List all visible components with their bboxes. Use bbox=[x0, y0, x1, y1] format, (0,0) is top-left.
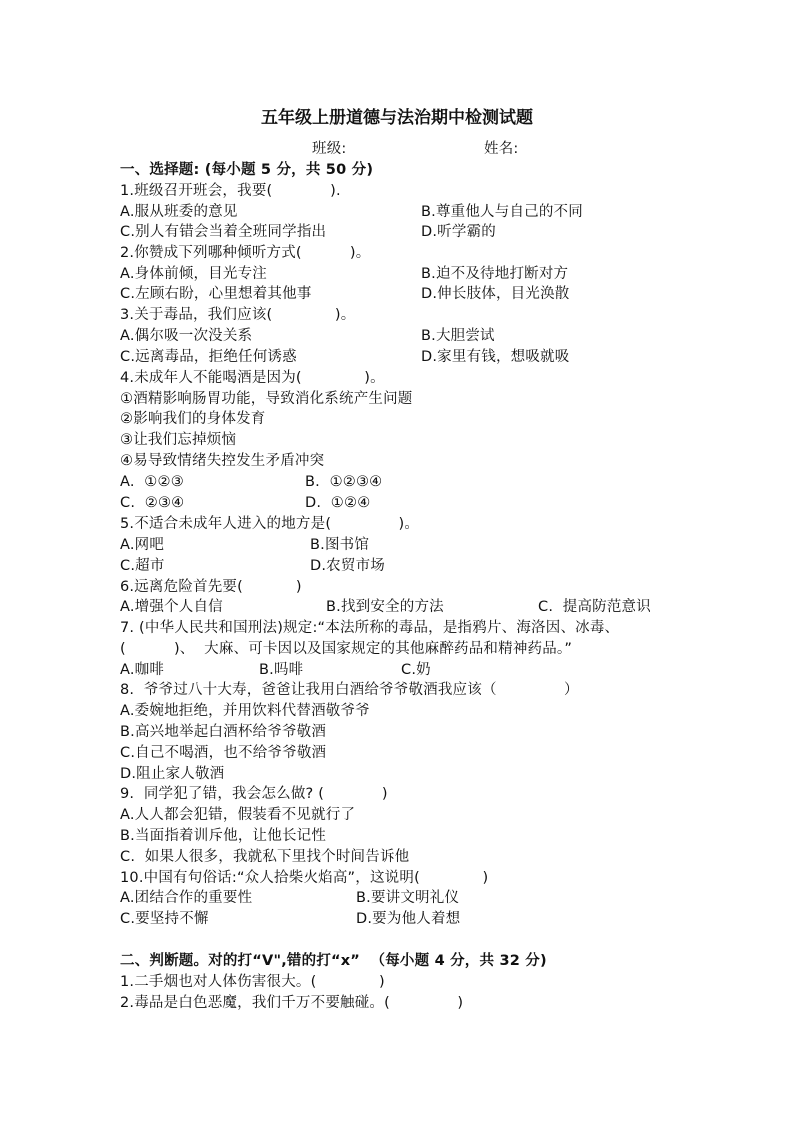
q10-option-c: C.要坚持不懈 bbox=[120, 911, 209, 927]
q3-stem: 3.关于毒品，我们应该( )。 bbox=[120, 307, 356, 323]
q1-option-d: D.听学霸的 bbox=[421, 224, 496, 240]
page-title: 五年级上册道德与法治期中检测试题 bbox=[261, 108, 533, 128]
q4-statement-3: ③让我们忘掉烦恼 bbox=[120, 432, 237, 448]
judge-q1: 1.二手烟也对人体伤害很大。( ) bbox=[120, 974, 385, 990]
q7-stem-line1: 7. (中华人民共和国刑法)规定:“本法所称的毒品，是指鸦片、海洛因、冰毒、 bbox=[120, 620, 620, 636]
q5-option-c: C.超市 bbox=[120, 558, 165, 574]
q8-option-d: D.阻止家人敬酒 bbox=[120, 766, 225, 782]
q5-stem: 5.不适合未成年人进入的地方是( )。 bbox=[120, 516, 420, 532]
q2-option-c: C.左顾右盼，心里想着其他事 bbox=[120, 286, 312, 302]
q10-option-d: D.要为他人着想 bbox=[356, 911, 461, 927]
q4-option-a: A. ①②③ bbox=[120, 474, 184, 490]
q8-option-a: A.委婉地拒绝，并用饮料代替酒敬爷爷 bbox=[120, 703, 370, 719]
q10-option-a: A.团结合作的重要性 bbox=[120, 890, 253, 906]
q3-option-d: D.家里有钱，想吸就吸 bbox=[421, 349, 570, 365]
class-label: 班级: bbox=[312, 141, 347, 157]
q1-option-b: B.尊重他人与自己的不同 bbox=[421, 204, 583, 220]
q3-option-b: B.大胆尝试 bbox=[421, 328, 495, 344]
q4-stem: 4.未成年人不能喝酒是因为( )。 bbox=[120, 370, 385, 386]
name-label: 姓名: bbox=[484, 141, 519, 157]
q1-option-c: C.别人有错会当着全班同学指出 bbox=[120, 224, 327, 240]
q4-statement-4: ④易导致情绪失控发生矛盾冲突 bbox=[120, 453, 325, 469]
q4-statement-1: ①酒精影响肠胃功能，导致消化系统产生问题 bbox=[120, 391, 413, 407]
q9-option-c: C. 如果人很多，我就私下里找个时间告诉他 bbox=[120, 849, 410, 865]
q8-stem: 8. 爷爷过八十大寿，爸爸让我用白酒给爷爷敬酒我应该（ ） bbox=[120, 682, 579, 698]
q6-option-c: C. 提高防范意识 bbox=[538, 599, 651, 615]
q4-option-b: B. ①②③④ bbox=[305, 474, 383, 490]
q7-option-b: B.吗啡 bbox=[259, 662, 304, 678]
q6-stem: 6.远离危险首先要( ) bbox=[120, 579, 302, 595]
q4-statement-2: ②影响我们的身体发育 bbox=[120, 411, 266, 427]
q6-option-a: A.增强个人自信 bbox=[120, 599, 223, 615]
q3-option-c: C.远离毒品，拒绝任何诱惑 bbox=[120, 349, 297, 365]
q5-option-d: D.农贸市场 bbox=[310, 558, 385, 574]
q6-option-b: B.找到安全的方法 bbox=[326, 599, 444, 615]
q9-stem: 9. 同学犯了错，我会怎么做? ( ) bbox=[120, 786, 388, 802]
q10-option-b: B.要讲文明礼仪 bbox=[356, 890, 460, 906]
judge-q2: 2.毒品是白色恶魔，我们千万不要触碰。( ) bbox=[120, 995, 464, 1011]
q7-option-a: A.咖啡 bbox=[120, 662, 165, 678]
q5-option-b: B.图书馆 bbox=[310, 537, 370, 553]
q2-option-b: B.迫不及待地打断对方 bbox=[421, 266, 569, 282]
q2-option-a: A.身体前倾，目光专注 bbox=[120, 266, 267, 282]
q10-stem: 10.中国有句俗话:“众人拾柴火焰高”，这说明( ) bbox=[120, 870, 489, 886]
q8-option-c: C.自己不喝酒，也不给爷爷敬酒 bbox=[120, 745, 327, 761]
q1-stem: 1.班级召开班会，我要( ). bbox=[120, 183, 341, 199]
q7-option-c: C.奶 bbox=[401, 662, 431, 678]
section2-heading: 二、判断题。对的打“V",错的打“x” （每小题 4 分，共 32 分) bbox=[120, 953, 547, 969]
q3-option-a: A.偶尔吸一次没关系 bbox=[120, 328, 253, 344]
q5-option-a: A.网吧 bbox=[120, 537, 165, 553]
q9-option-a: A.人人都会犯错，假装看不见就行了 bbox=[120, 807, 356, 823]
q7-stem-line2: ( )、 大麻、可卡因以及国家规定的其他麻醉药品和精神药品。” bbox=[120, 641, 573, 657]
q2-stem: 2.你赞成下列哪种倾听方式( )。 bbox=[120, 245, 371, 261]
q8-option-b: B.高兴地举起白酒杯给爷爷敬酒 bbox=[120, 724, 327, 740]
q4-option-c: C. ②③④ bbox=[120, 495, 185, 511]
q9-option-b: B.当面指着训斥他，让他长记性 bbox=[120, 828, 327, 844]
q4-option-d: D. ①②④ bbox=[305, 495, 371, 511]
q1-option-a: A.服从班委的意见 bbox=[120, 204, 238, 220]
section1-heading: 一、选择题: (每小题 5 分，共 50 分) bbox=[120, 162, 374, 178]
q2-option-d: D.伸长肢体，目光涣散 bbox=[421, 286, 570, 302]
